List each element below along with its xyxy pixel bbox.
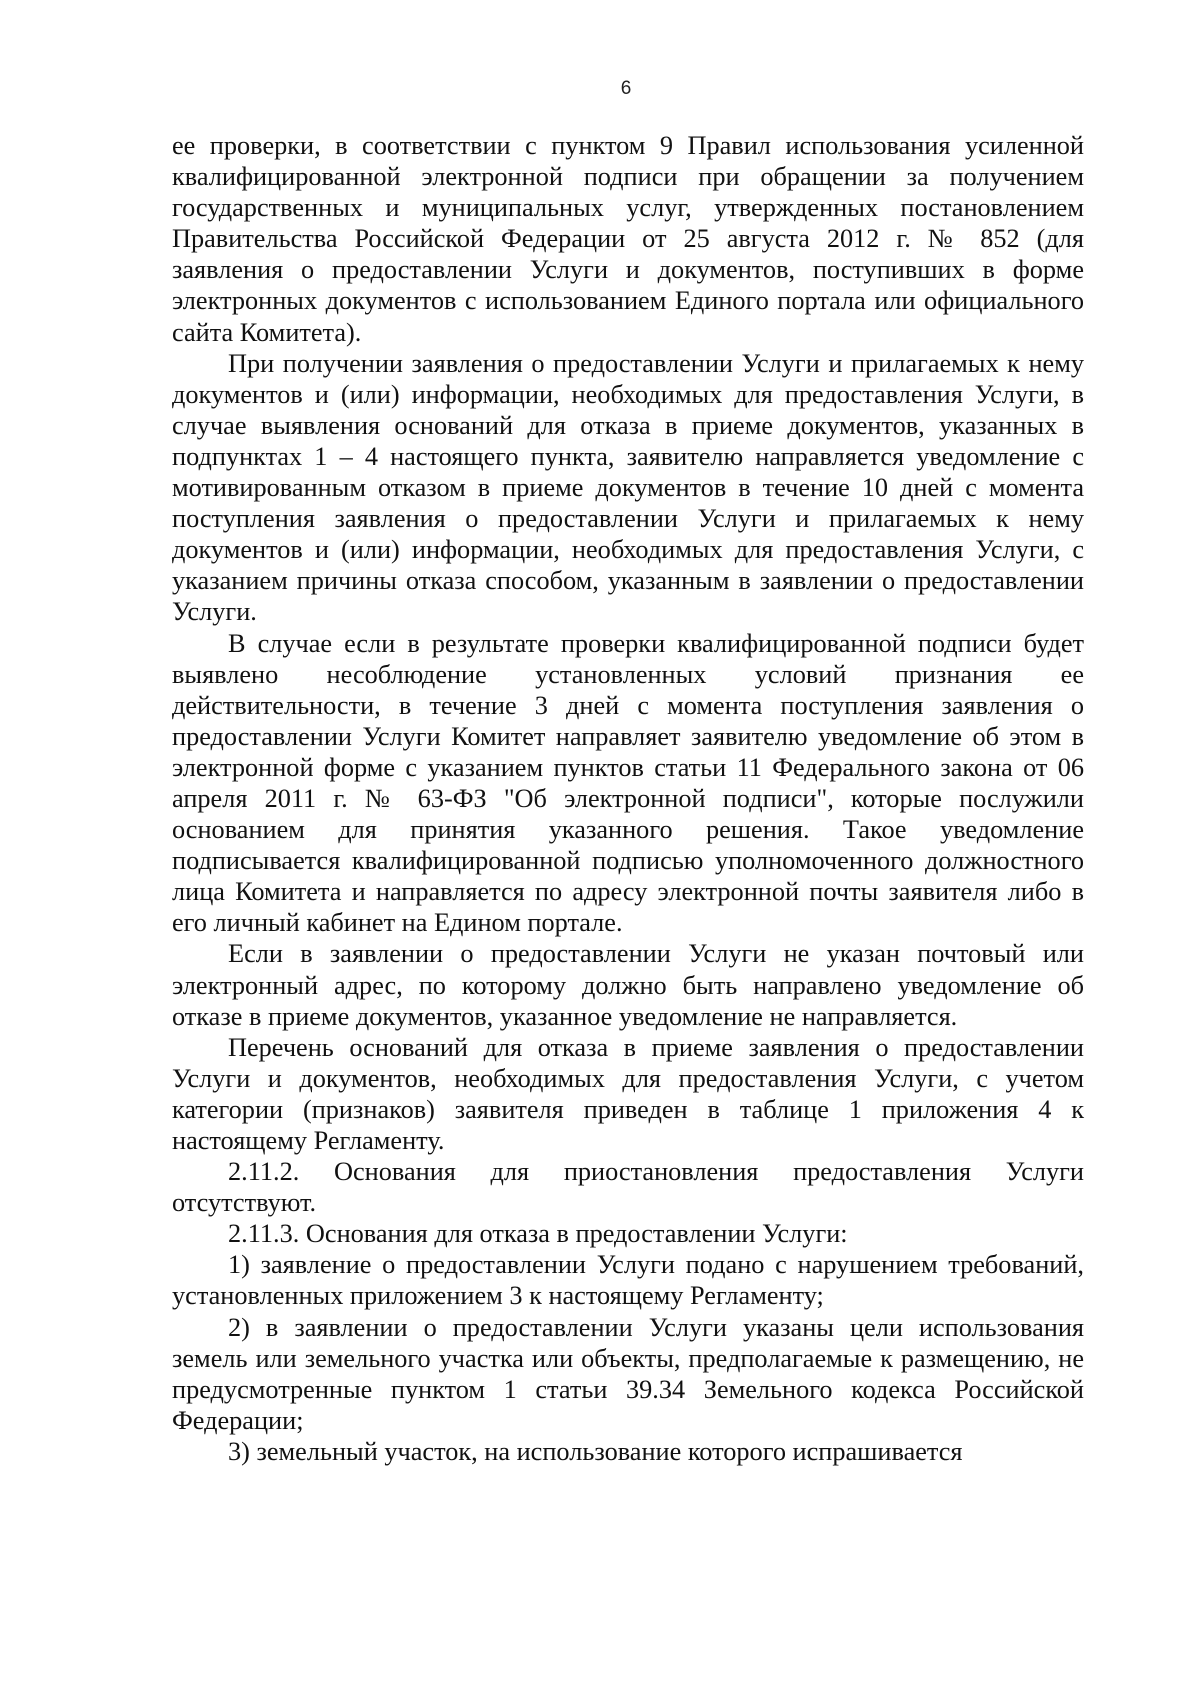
paragraph-signature-check-result: В случае если в результате проверки квалифицированной подписи будет выявлено несоблюдение установленных условий признания ее действительности, в течение 3 дней с момента поступления заявления о предоставлении Услуги Комитет направляет заявителю уведомление об этом в электронной форме с указанием пунктов статьи 11 Федерального закона от 06 апреля 2011 г. № 63-ФЗ "Об электронной подписи", которые послужили основанием для принятия указанного решения. Такое уведомление подписывается квалифицированной подписью уполномоченного должностного лица Комитета и направляется по адресу электронной почты заявителя либо в его личный кабинет на Едином портале. [172,628,1084,938]
paragraph-2-11-3: 2.11.3. Основания для отказа в предоставлении Услуги: [228,1219,848,1249]
paragraph-refusal-notice: При получении заявления о предоставлении Услуги и прилагаемых к нему документов и (или) информации, необходимых для предоставления Услуги, в случае выявления оснований для отказа в приеме документов, указанных в подпунктах 1 – 4 настоящего пункта, заявителю направляется уведомление с мотивированным отказом в приеме документов в течение 10 дней с момента поступления заявления о предоставлении Услуги и прилагаемых к нему документов и (или) информации, необходимых для предоставления Услуги, с указанием причины отказа способом, указанным в заявлении о предоставлении Услуги. [172,348,1084,627]
list-item-3: 3) земельный участок, на использование которого испрашивается [228,1436,963,1466]
paragraph-2-11-2: 2.11.2. Основания для приостановления предоставления Услуги отсутствуют. [172,1157,1084,1218]
list-item-2: 2) в заявлении о предоставлении Услуги указаны цели использования земель или земельного участка или объекты, предполагаемые к размещению, не предусмотренные пунктом 1 статьи 39.34 Земельного кодекса Российской Федерации; [172,1312,1084,1435]
document-body [172,130,1084,1467]
paragraph-no-address: Если в заявлении о предоставлении Услуги не указан почтовый или электронный адрес, по которому должно быть направлено уведомление об отказе в приеме документов, указанное уведомление не направляется. [172,939,1084,1031]
list-item-1: 1) заявление о предоставлении Услуги подано с нарушением требований, установленных приложением 3 к настоящему Регламенту; [172,1250,1084,1311]
paragraph-signature-verification-end: ее проверки, в соответствии с пунктом 9 Правил использования усиленной квалифицированной электронной подписи при обращении за получением государственных и муниципальных услуг, утвержденных постановлением Правительства Российской Федерации от 25 августа 2012 г. № 852 (для заявления о предоставлении Услуги и документов, поступивших в форме электронных документов с использованием Единого портала или официального сайта Комитета). [172,131,1084,347]
page-number: 6 [620,78,632,99]
paragraph-grounds-list: Перечень оснований для отказа в приеме заявления о предоставлении Услуги и документов, необходимых для предоставления Услуги, с учетом категории (признаков) заявителя приведен в таблице 1 приложения 4 к настоящему Регламенту. [172,1032,1084,1155]
